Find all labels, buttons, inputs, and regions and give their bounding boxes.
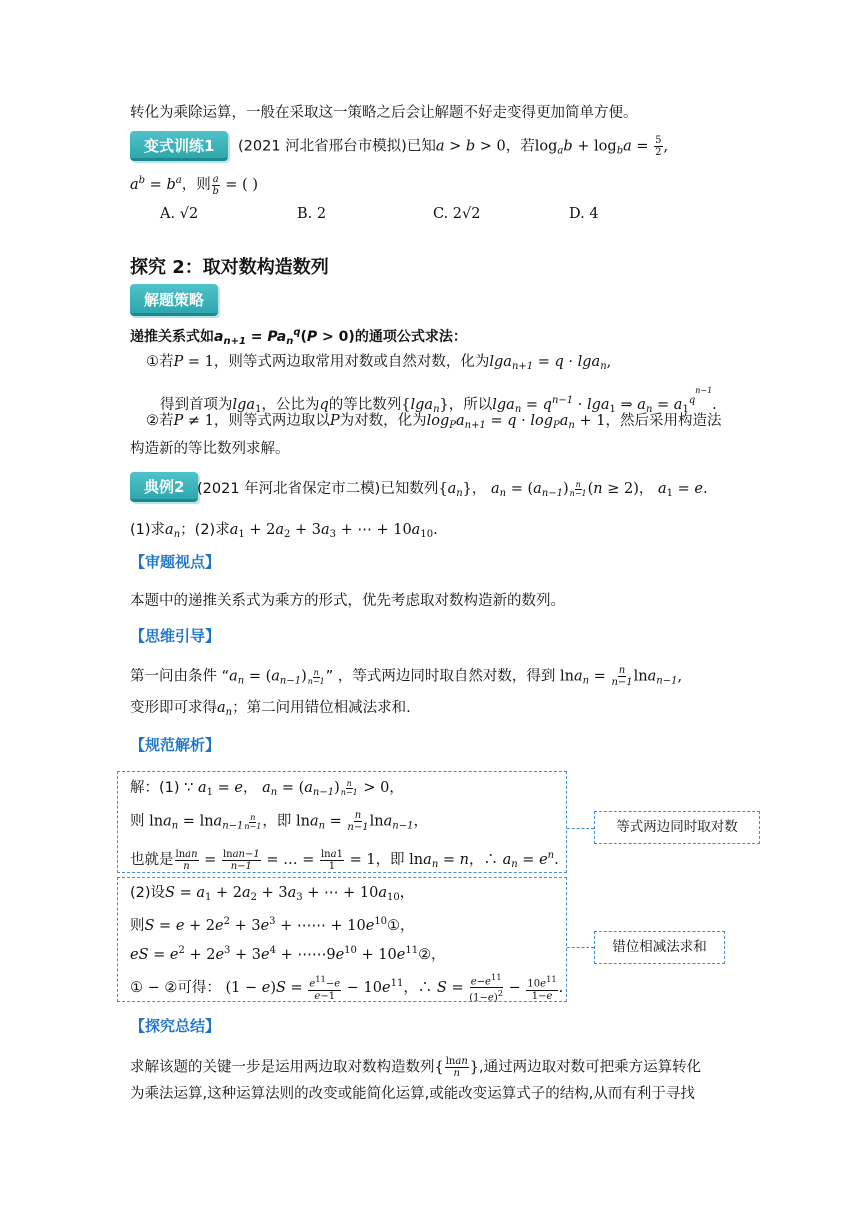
solution-step5: 则$S = e + 2e^2 + 3e^3$ + ⋯⋯ + $10e^{10}①$， (130, 916, 415, 934)
review-heading: 【审题视点】 (130, 553, 221, 571)
example-known: 已知数列 (380, 481, 439, 497)
solution-step7: ① − ②可得： (1 − e)S = $\frac{e^{11}-e}{e-1}$ − $10e^{11}$，∴ S = $\frac{e-e^{11}}{(1-e)^2}$ − $\frac{10e^{11}}{1-e}$ . (130, 972, 564, 1004)
connector-1 (567, 828, 594, 829)
guide-heading: 【思维引导】 (130, 627, 221, 645)
variant-training-badge: 变式训练1 (130, 131, 228, 161)
case1-line1: ①若P = 1，则等式两边取常用对数或自然对数，化为lga$_{n+1}$ = q · lga$_n$, (146, 354, 612, 372)
answer-paren: ( ) (242, 177, 258, 193)
example-problem: (2021 年河北省保定市二模)已知数列$\{a_n\}$， $a_n = (a_{n-1})$ $\frac{n}{n-1}$ (n ≥ 2)， $a_1 = e$. (197, 480, 708, 499)
variant-problem-line1: (2021 河北省邢台市模拟)已知a > b > 0，若$\log_ab + \log_ba$ = $\frac{5}{2}$ , (238, 135, 669, 158)
option-c: C. 2√2 (433, 206, 481, 222)
variant-problem-line2: $a^b = b^a$，则 $\frac{a}{b}$ = ( ) (130, 173, 258, 197)
example-questions: (1)求$a_n$；(2)求$a_1 + 2a_2 + 3a_3$ + ⋯ + $10a_{10}$. (130, 522, 438, 540)
case2-line1: ②若P ≠ 1，则等式两边取以P为对数，化为$\log_Pa_{n+1} = q \cdot \log_Pa_n + 1$，然后采用构造法 (146, 413, 722, 431)
section-title: 探究 2：取对数构造数列 (130, 257, 329, 278)
summary-heading: 【探究总结】 (130, 1017, 221, 1035)
connector-2 (567, 947, 594, 948)
variant-then: ，则 (181, 177, 211, 193)
variant-if: ，若 (505, 138, 535, 155)
solution-step1: 解：(1) ∵ $a_1 = e$， $a_n = (a_{n-1})$ $\frac{n}{n-1}$ > 0， (130, 779, 404, 798)
note-dislocation-subtraction: 错位相减法求和 (594, 931, 725, 964)
guide-line1: 第一问由条件 “$a_n = (a_{n-1})$ $\frac{n}{n-1}$ ” ，等式两边同时取自然对数，得到 lna$_n$ = $\frac{n}{n-1}$ lna$_{n-1}$, (130, 665, 683, 688)
variant-known: 已知 (406, 138, 436, 155)
strategy-badge: 解题策略 (130, 284, 218, 316)
strategy-lead: 递推关系式如$a_{n+1} = Pa_n^q(P > 0)$的通项公式求法： (130, 327, 467, 347)
option-d: D. 4 (569, 206, 599, 222)
solution-step3: 也就是 $\frac{\text{lnan}}{n}$ = $\frac{\text{lnan−1}}{n-1}$ = … = $\frac{\ln a1}{1}$ = 1，即 lna$_n$ = n，∴ $a_n = e^n$. (130, 848, 559, 872)
guide-line2: 变形即可求得$a_n$；第二问用错位相减法求和. (130, 700, 411, 718)
solution-step4: (2)设$S = a_1 + 2a_2 + 3a_3$ + ⋯ + $10a_{10}$， (130, 885, 415, 903)
solution-step2: 则 lna$_n$ = lna$_{n-1}$ $\frac{n}{n-1}$ ，即 lna$_n$ = $\frac{n}{n-1}$ lna$_{n-1}$， (130, 810, 428, 833)
solution-heading: 【规范解析】 (130, 736, 221, 754)
variant-source: (2021 河北省邢台市模拟) (238, 138, 407, 155)
case2-line2: 构造新的等比数列求解。 (130, 441, 290, 457)
summary-line1: 求解该题的关键一步是运用两边取对数构造数列{ $\frac{\text{lnan}}{n}$ },通过两边取对数可把乘方运算转化 (130, 1056, 702, 1079)
example-source: (2021 年河北省保定市二模) (197, 481, 381, 497)
option-a: A. √2 (160, 206, 199, 222)
case1-line2: 得到首项为lga$_1$，公比为q的等比数列{lga$_n$}，所以$\lg a_n = q^{n-1} \cdot \lg a_1$ ⇒ $a_n = a_1^{q^{n-1}}$. (160, 386, 717, 415)
note-log-both-sides: 等式两边同时取对数 (594, 811, 760, 844)
example-badge: 典例2 (130, 472, 198, 502)
option-b: B. 2 (297, 206, 327, 222)
intro-line: 转化为乘除运算，一般在采取这一策略之后会让解题不好走变得更加简单方便。 (130, 105, 638, 121)
review-text: 本题中的递推关系式为乘方的形式，优先考虑取对数构造新的数列。 (130, 593, 565, 609)
solution-step6: eS = $e^2 + 2e^3 + 3e^4$ + $\cdots\cdots 9e^{10}$ + $10e^{11}②$， (130, 945, 446, 963)
summary-line2: 为乘法运算,这种运算法则的改变或能简化运算,或能改变运算式子的结构,从而有利于寻找 (130, 1086, 695, 1102)
